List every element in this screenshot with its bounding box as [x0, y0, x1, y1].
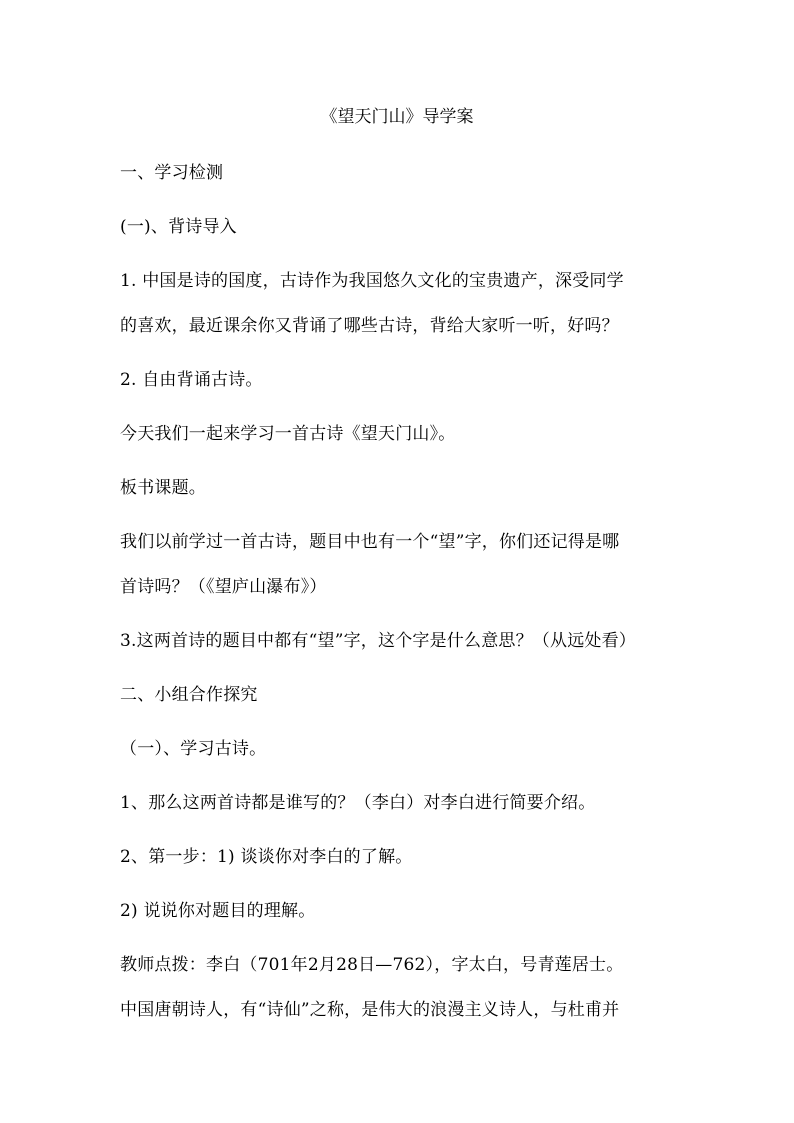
- paragraph-line: 我们以前学过一首古诗，题目中也有一个“望”字，你们还记得是哪: [120, 532, 620, 552]
- section-heading-1: 一、学习检测: [120, 163, 224, 183]
- subsection-heading: （一）、学习古诗。: [120, 739, 267, 759]
- paragraph-line: 的喜欢，最近课余你又背诵了哪些古诗，背给大家听一听，好吗？: [120, 316, 619, 336]
- paragraph-line: 1. 中国是诗的国度，古诗作为我国悠久文化的宝贵遗产，深受同学: [120, 271, 624, 291]
- paragraph-line: 2. 自由背诵古诗。: [120, 370, 263, 390]
- subsection-heading: (一)、背诗导入: [120, 217, 237, 237]
- paragraph-line: 1、那么这两首诗都是谁写的？（李白）对李白进行简要介绍。: [120, 793, 596, 813]
- paragraph-line: 首诗吗？（《望庐山瀑布》）: [120, 577, 327, 597]
- paragraph-line: 2) 说说你对题目的理解。: [120, 901, 316, 921]
- paragraph-line: 板书课题。: [120, 478, 206, 498]
- paragraph-line: 3.这两首诗的题目中都有“望”字，这个字是什么意思？（从远处看）: [120, 631, 637, 651]
- paragraph-line: 2、第一步：1) 谈谈你对李白的了解。: [120, 847, 413, 867]
- paragraph-line: 中国唐朝诗人，有“诗仙”之称，是伟大的浪漫主义诗人，与杜甫并: [120, 1000, 620, 1020]
- paragraph-line: 今天我们一起来学习一首古诗《望天门山》。: [120, 424, 456, 444]
- document-title: 《望天门山》导学案: [320, 107, 474, 127]
- paragraph-line: 教师点拨：李白（701年2月28日—762），字太白，号青莲居士。: [120, 955, 624, 975]
- section-heading-2: 二、小组合作探究: [120, 685, 258, 705]
